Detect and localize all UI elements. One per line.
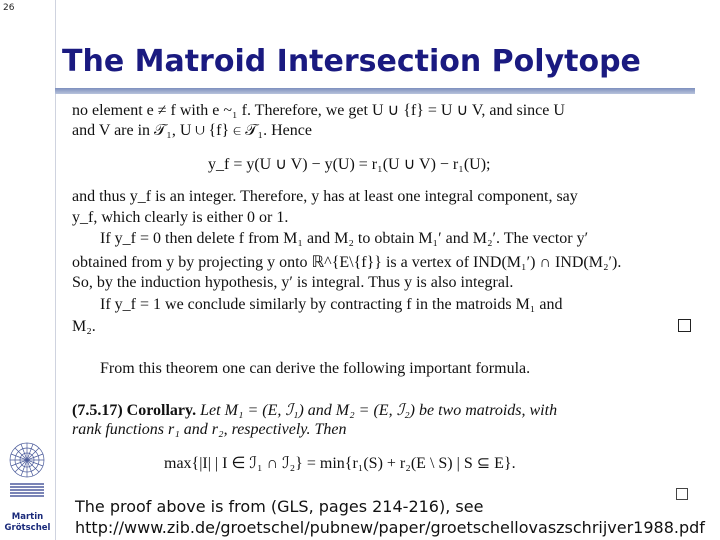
text-line: So, by the induction hypothesis, y′ is integral. Thus y is also integral. [72, 274, 514, 291]
text-line: no element e ≠ f with e ~₁ f. Therefore, we get U ∪ {f} = U ∪ V, and since U [72, 102, 565, 119]
corollary-text: Let M₁ = (E, ℐ₁) and M₂ = (E, ℐ₂) be two matroids, with [200, 402, 558, 419]
qed-square-icon [678, 319, 691, 332]
title-underline [55, 88, 695, 94]
text-line: If y_f = 1 we conclude similarly by contracting f in the matroids M₁ and [100, 296, 563, 313]
corollary-label: (7.5.17) Corollary. [72, 402, 197, 419]
zib-logo-icon [6, 440, 48, 502]
text-line: y_f, which clearly is either 0 or 1. [72, 209, 289, 226]
text-line: and thus y_f is an integer. Therefore, y has at least one integral component, say [72, 188, 578, 205]
text-line: rank functions r₁ and r₂, respectively. Then [72, 421, 347, 438]
equation: max{|I| | I ∈ ℐ₁ ∩ ℐ₂} = min{r₁(S) + r₂(E \ S) | S ⊆ E}. [164, 455, 516, 472]
author-name: Martin Grötschel [4, 512, 51, 533]
footer-note [75, 496, 705, 538]
text-line: If y_f = 0 then delete f from M₁ and M₂ to obtain M₁′ and M₂′. The vector y′ [100, 230, 589, 247]
scanned-text-block [72, 98, 696, 482]
text-line: and V are in 𝒯₁, U ∪ {f} ∈ 𝒯₁. Hence [72, 122, 312, 139]
footer-text: The proof above is from (GLS, pages 214-216), see [75, 497, 484, 516]
sidebar [0, 0, 56, 540]
footer-link[interactable]: http://www.zib.de/groetschel/pubnew/paper/groetschellovaszschrijver1988.pdf [75, 518, 705, 537]
text-line: M₂. [72, 318, 96, 335]
corollary-line [72, 400, 557, 420]
text-line: obtained from y by projecting y onto ℝ^{E\{f}} is a vertex of IND(M₁′) ∩ IND(M₂′). [72, 254, 622, 271]
text-line: From this theorem one can derive the following important formula. [100, 360, 531, 377]
equation: y_f = y(U ∪ V) − y(U) = r₁(U ∪ V) − r₁(U); [208, 156, 491, 173]
slide-title: The Matroid Intersection Polytope [62, 44, 641, 79]
page-number: 26 [3, 3, 15, 13]
